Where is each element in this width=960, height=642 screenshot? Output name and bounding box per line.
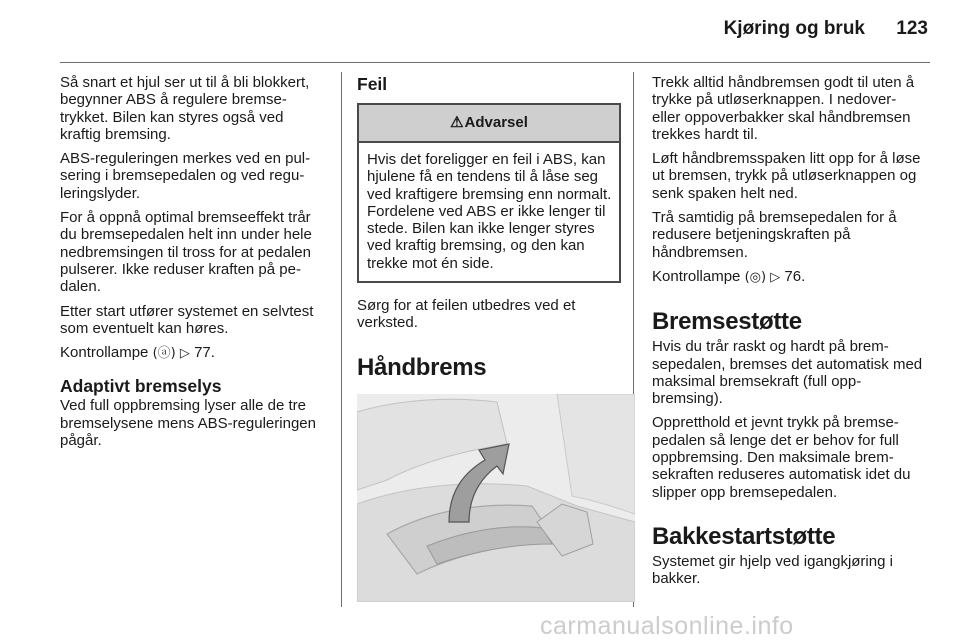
hill-start-paragraph: Systemet gir hjelp ved igangkjøring i bakker. <box>652 552 893 588</box>
warning-box <box>357 103 621 283</box>
column-1 <box>60 74 326 456</box>
column-3 <box>652 74 926 595</box>
column-2 <box>357 74 621 602</box>
abs-lamp-reference <box>60 344 326 362</box>
hill-start-heading: Bakkestartstøtte <box>652 522 836 550</box>
page-reference-arrow-icon: ▷ <box>179 346 190 362</box>
lamp-label: Kontrollampe <box>652 267 741 285</box>
brake-lamp-reference <box>652 268 926 286</box>
abs-optimal-paragraph: For å oppnå optimal bremseeffekt trår du bremsepedalen helt inn under hele nedbremsingen til tross for at pedalen pulserer. Ikke reduser kraften på pedalen. <box>60 209 312 296</box>
warning-body: Hvis det foreligger en feil i ABS, kan hjulene få en tendens til å låse seg ved kraftigere bremsing enn normalt. Fordelene ved ABS er ikke lenger til stede. Bilen kan ikke lenger styres ved kraftig bremsing, og den kan trekke mot én side. <box>367 151 612 272</box>
brake-warning-lamp-icon: (◎) <box>744 269 767 285</box>
warning-title: Advarsel <box>464 114 528 131</box>
fault-heading: Feil <box>357 74 388 94</box>
column-divider-left <box>341 72 342 607</box>
warning-triangle-icon: ⚠ <box>450 114 464 131</box>
lamp-page-ref: 77. <box>194 344 215 362</box>
handbrake-release-paragraph: Løft håndbremsspaken litt opp for å løse ut bremsen, trykk på utløserknappen og senk spaken helt ned. <box>652 150 921 202</box>
header-rule <box>60 62 930 63</box>
fault-repair-paragraph: Sørg for at feilen utbedres ved et verksted. <box>357 297 576 332</box>
adaptive-brakelight-paragraph: Ved full oppbremsing lyser alle de tre bremselysene mens ABS-reguleringen pågår. <box>60 397 316 450</box>
abs-warning-lamp-icon: (ⓐ) <box>152 346 176 362</box>
lamp-label: Kontrollampe <box>60 344 149 362</box>
lamp-page-ref: 76. <box>784 267 806 285</box>
brake-assist-paragraph-1: Hvis du trår raskt og hardt på bremsepedalen, bremses det automatisk med maksimal bremsekraft (full oppbremsing). <box>652 338 923 408</box>
handbrake-apply-paragraph: Trekk alltid håndbremsen godt til uten å trykke på utløserknappen. I nedover- eller oppoverbakker skal håndbremsen trekkes hardt til. <box>652 74 915 143</box>
watermark-text: carmanualsonline.info <box>540 612 794 640</box>
brake-assist-heading: Bremsestøtte <box>652 308 802 336</box>
page-reference-arrow-icon: ▷ <box>770 269 781 285</box>
abs-pulse-paragraph: ABS-reguleringen merkes ved en pulsering i bremsepedalen og ved reguleringslyder. <box>60 150 311 202</box>
handbrake-heading: Håndbrems <box>357 353 487 381</box>
brake-assist-paragraph-2: Oppretthold et jevnt trykk på bremsepedalen så lenge det er behov for full oppbremsing. Den maksimale bremsekraften reduseres automatisk idet du slipper opp bremsepedalen. <box>652 414 911 501</box>
page-header-title: Kjøring og bruk <box>723 18 865 39</box>
abs-selftest-paragraph: Etter start utfører systemet en selvtest som eventuelt kan høres. <box>60 302 314 337</box>
warning-header <box>359 105 619 143</box>
adaptive-brakelight-heading: Adaptivt bremselys <box>60 376 222 397</box>
abs-intro-paragraph: Så snart et hjul ser ut til å bli blokkert, begynner ABS å regulere bremsetrykket. Bilen kan styres også ved kraftig bremsing. <box>60 74 310 143</box>
handbrake-pedal-paragraph: Trå samtidig på bremsepedalen for å redusere betjeningskraften på håndbremsen. <box>652 209 897 261</box>
handbrake-illustration <box>357 394 635 602</box>
page-number: 123 <box>896 18 928 39</box>
